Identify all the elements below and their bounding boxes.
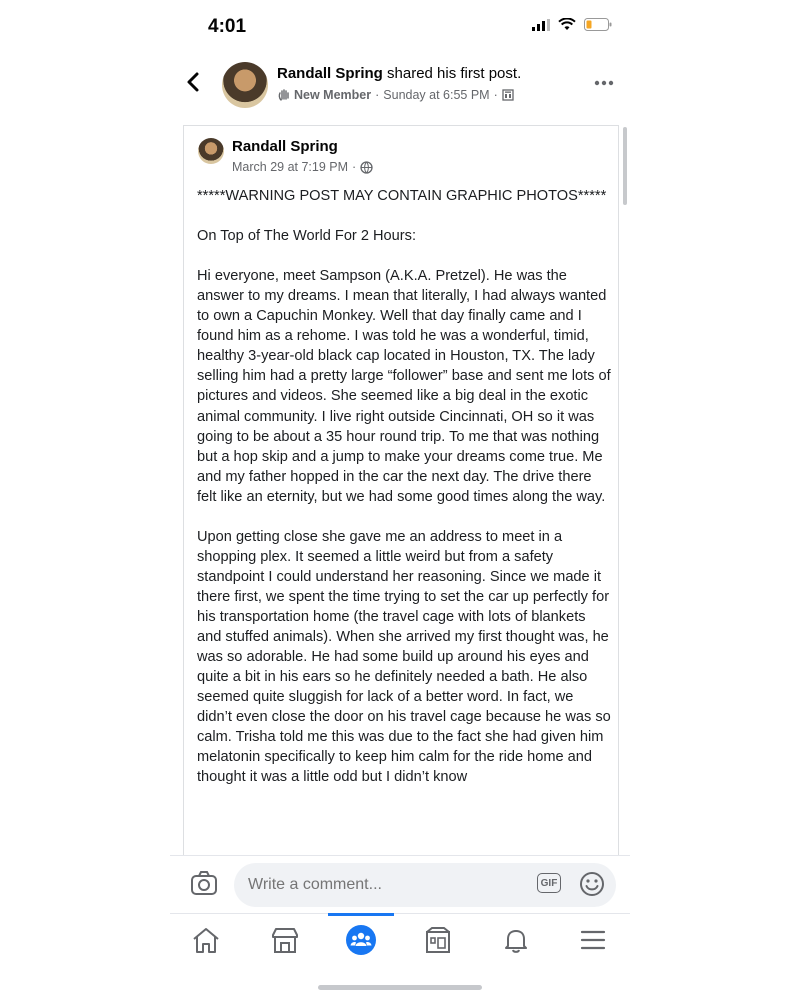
comment-bar xyxy=(170,855,630,914)
header-title xyxy=(277,65,521,82)
more-options-button[interactable] xyxy=(594,69,614,92)
groups-icon xyxy=(345,924,377,956)
nav-home[interactable] xyxy=(188,922,224,958)
post-warning: *****WARNING POST MAY CONTAIN GRAPHIC PHOTOS***** xyxy=(197,188,607,204)
nav-menu[interactable] xyxy=(575,922,611,958)
post-heading: On Top of The World For 2 Hours: xyxy=(197,228,417,245)
back-button[interactable] xyxy=(186,69,200,100)
post-paragraph: Upon getting close she gave me an address to meet in a shopping plex. It seemed a little weird but from a safety standpoint I could understand her reasoning. Since we made it there first, we spent the time trying to set the car up perfectly for his transportation home (the travel cage with lots of blankets and stuffed animals). When she arrived my first thought was, he was so adorable. He had some build up around his eyes and quite a bit in his ears so he definitely needed a bath. He also seemed quite sluggish for lack of a better word. In fact, we didn’t even close the door on his travel cage because he was so calm. Trisha told me this was due to the fact she had given him melatonin specifically to keep him calm for the ride home and thought it was a little odd but I didn’t know xyxy=(197,528,615,786)
author-avatar[interactable] xyxy=(222,62,268,108)
active-tab-indicator xyxy=(328,913,394,916)
wave-hand-icon xyxy=(277,89,290,102)
gif-button[interactable]: GIF xyxy=(537,873,561,893)
more-dots-icon xyxy=(594,80,614,86)
post-author-avatar[interactable] xyxy=(198,138,224,164)
nav-pages[interactable] xyxy=(420,922,456,958)
marketplace-icon xyxy=(270,926,300,954)
post-header xyxy=(170,55,630,117)
nav-groups[interactable] xyxy=(343,922,379,958)
post-author-name[interactable]: Randall Spring xyxy=(232,138,338,155)
nav-marketplace[interactable] xyxy=(267,922,303,958)
shared-post-card xyxy=(183,125,619,856)
status-time: 4:01 xyxy=(208,16,247,37)
chevron-left-icon xyxy=(186,71,200,93)
bottom-nav xyxy=(170,913,630,964)
smiley-icon xyxy=(579,871,605,897)
header-meta xyxy=(277,88,514,102)
home-indicator[interactable] xyxy=(318,985,482,990)
header-author-name[interactable]: Randall Spring xyxy=(277,65,383,82)
group-privacy-icon xyxy=(502,89,514,101)
home-icon xyxy=(191,926,221,954)
meta-separator: · xyxy=(493,88,498,102)
header-timestamp[interactable]: Sunday at 6:55 PM xyxy=(383,88,490,102)
phone-screen xyxy=(170,0,630,1000)
bell-icon xyxy=(502,926,530,954)
camera-button[interactable] xyxy=(190,870,218,901)
header-action: shared his first post. xyxy=(382,65,522,82)
post-paragraph: Hi everyone, meet Sampson (A.K.A. Pretzel). He was the answer to my dreams. I mean that literally, I had always wanted to own a Capuchin Monkey. Well that day finally came and I found him as a rehome. I was told he was a wonderful, timid, healthy 3-year-old black cap located in Houston, TX. The lady selling him had a pretty large “follower” base and sent me lots of pictures and videos. She seemed like a big deal in the exotic animal community. I live right outside Cincinnati, OH so it was going to be about a 35 hour round trip. To me that was nothing but a hop skip and a jump to make your dreams come true. Me and my father hopped in the car the next day. The drive there felt like an eternity, but we had some good times along the way. xyxy=(197,268,615,505)
camera-icon xyxy=(190,870,218,896)
signal-icon xyxy=(532,19,550,31)
post-timestamp[interactable]: March 29 at 7:19 PM xyxy=(232,160,349,174)
meta-separator: · xyxy=(352,160,357,174)
scrollbar[interactable] xyxy=(623,127,627,205)
member-badge: New Member xyxy=(294,88,372,102)
post-body xyxy=(197,186,615,787)
battery-icon xyxy=(584,18,612,31)
nav-notifications[interactable] xyxy=(498,922,534,958)
post-meta xyxy=(232,160,373,174)
meta-separator: · xyxy=(375,88,380,102)
status-icons xyxy=(532,18,612,31)
globe-icon xyxy=(360,161,373,174)
emoji-button[interactable] xyxy=(579,871,605,902)
pages-icon xyxy=(423,926,453,954)
hamburger-icon xyxy=(579,928,607,952)
wifi-icon xyxy=(558,18,576,31)
